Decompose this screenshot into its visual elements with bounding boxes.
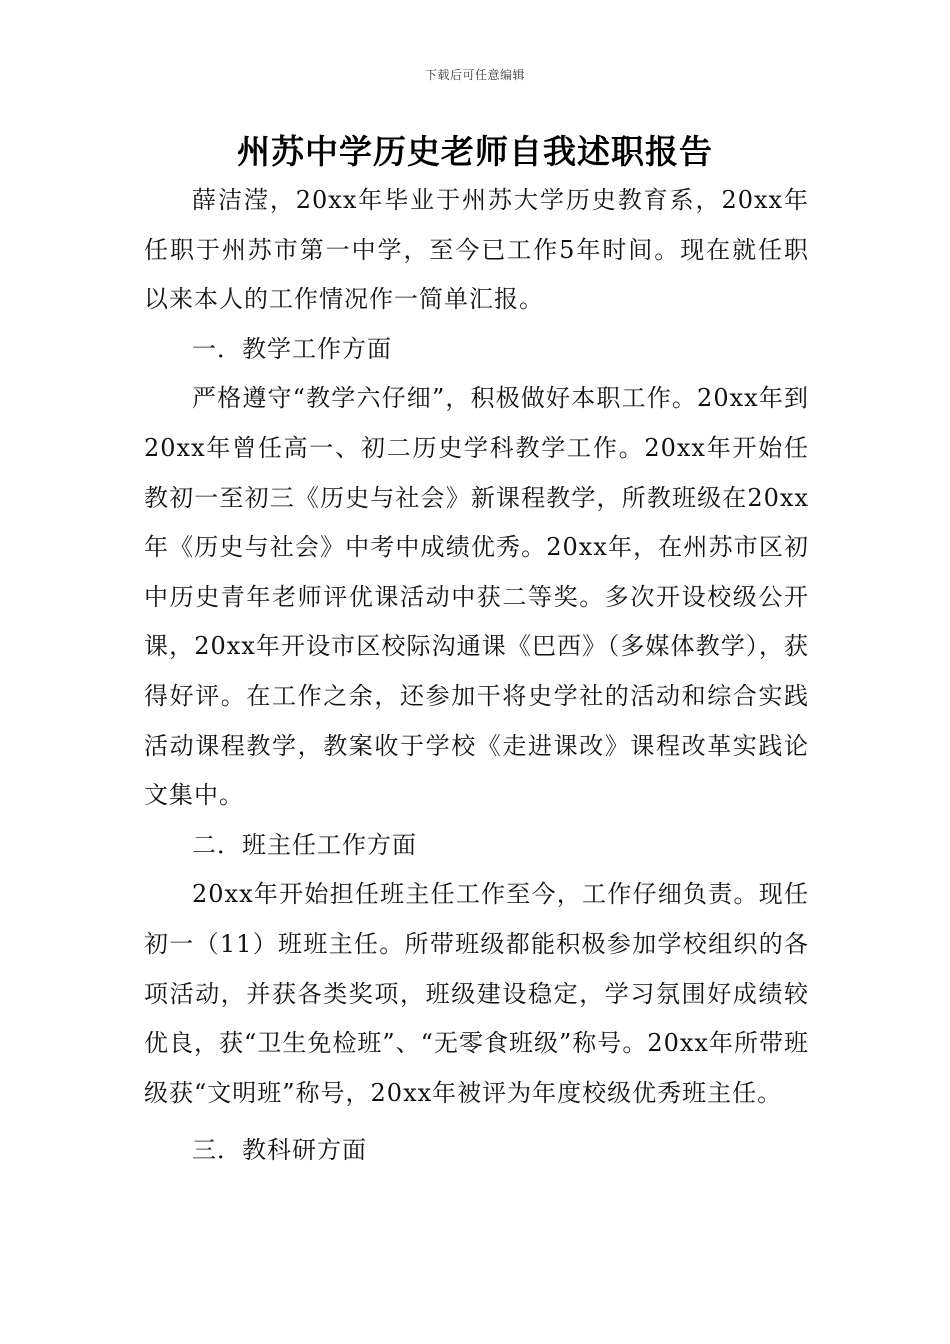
section-heading-teaching: 一．教学工作方面: [192, 334, 392, 363]
page-title: 州苏中学历史老师自我述职报告: [237, 132, 713, 171]
section-gap: [144, 1118, 809, 1126]
intro-paragraph: 薛洁滢，20xx年毕业于州苏大学历史教育系，20xx年任职于州苏市第一中学，至今已工作5年时间。现在就任职以来本人的工作情况作一简单汇报。: [144, 186, 809, 314]
head-teacher-paragraph: 20xx年开始担任班主任工作至今，工作仔细负责。现任初一（11）班班主任。所带班级都能积极参加学校组织的各项活动，并获各类奖项，班级建设稳定，学习氛围好成绩较优良，获“卫生免检班”、“无零食班级”称号。20xx年所带班级获“文明班”称号，20xx年被评为年度校级优秀班主任。: [144, 880, 809, 1107]
header-note: 下载后可任意编辑: [424, 68, 525, 82]
section-heading-research: 三．教科研方面: [192, 1136, 367, 1165]
section-heading-head-teacher: 二．班主任工作方面: [192, 830, 417, 859]
document-body: [144, 176, 809, 1176]
teaching-paragraph: 严格遵守“教学六仔细”，积极做好本职工作。20xx年到20xx年曾任高一、初二历史学科教学工作。20xx年开始任教初一至初三《历史与社会》新课程教学，所教班级在20xx年《历史与社会》中考中成绩优秀。20xx年，在州苏市区初中历史青年老师评优课活动中获二等奖。多次开设校级公开课，20xx年开设市区校际沟通课《巴西》（多媒体教学），获得好评。在工作之余，还参加干将史学社的活动和综合实践活动课程教学，教案收于学校《走进课改》课程改革实践论文集中。: [144, 384, 809, 810]
